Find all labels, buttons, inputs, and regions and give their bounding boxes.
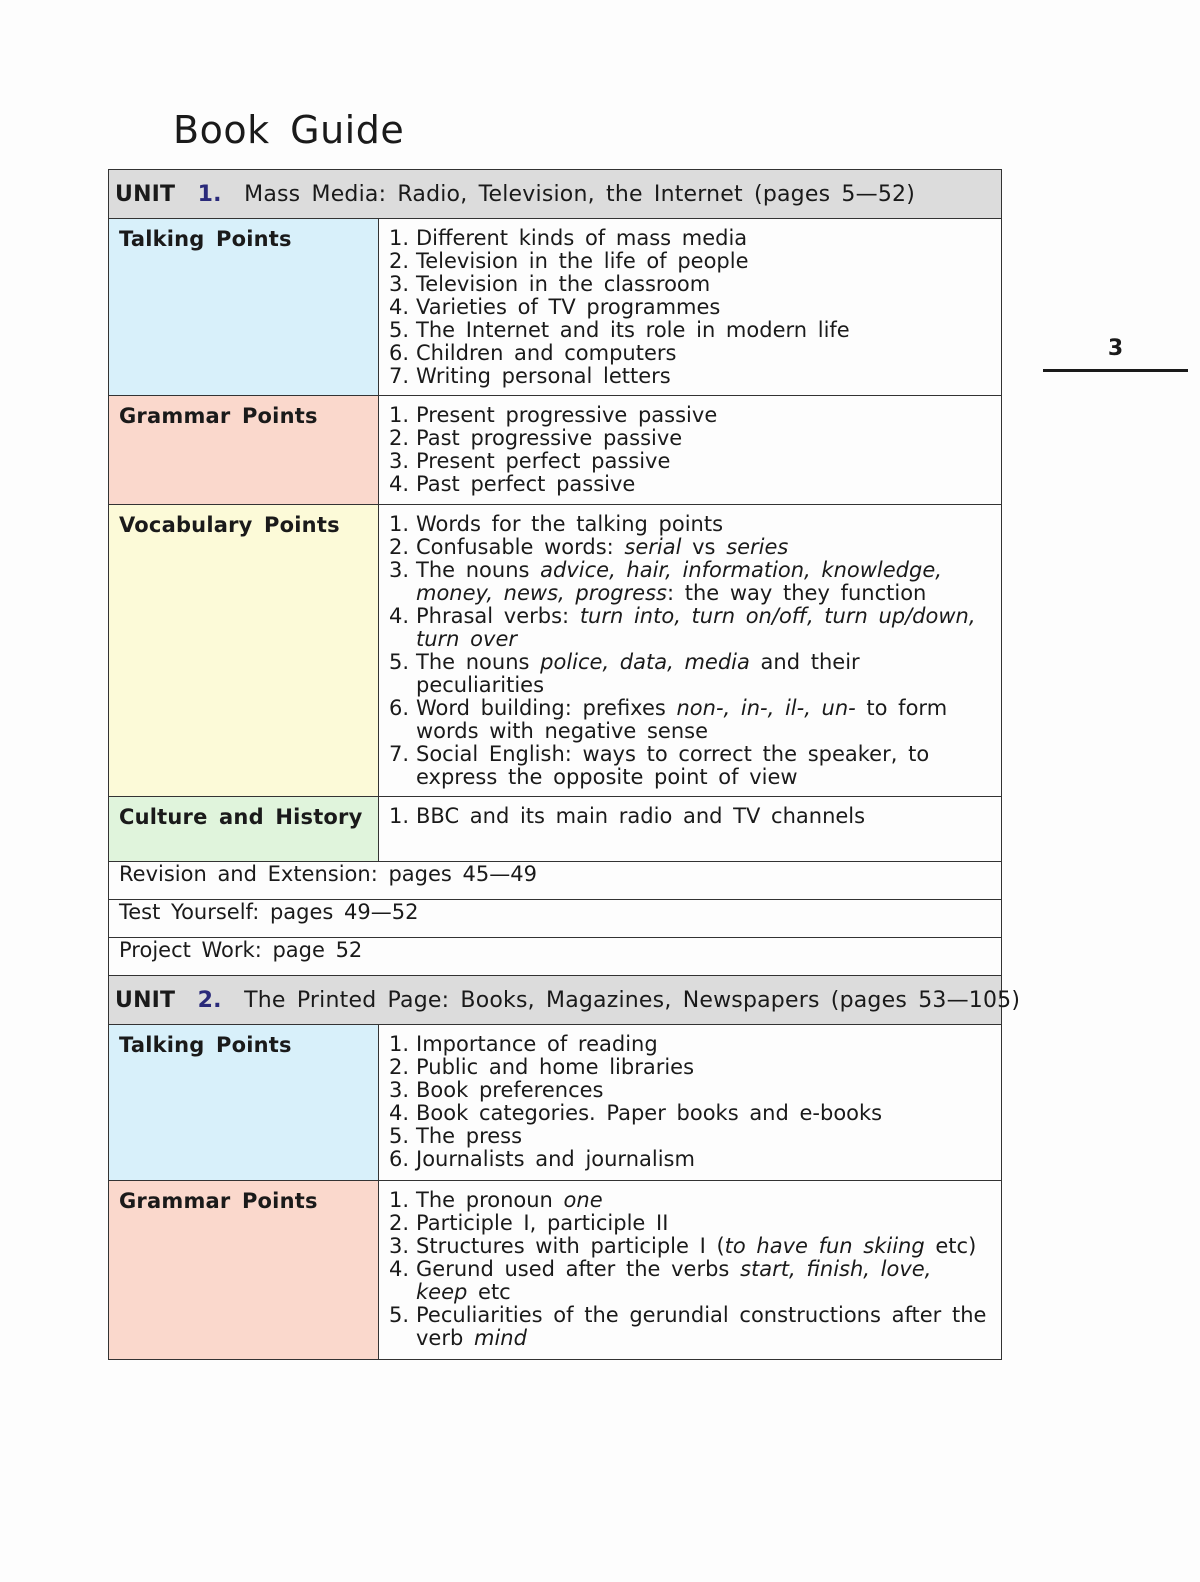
book-guide-table — [108, 169, 1021, 1360]
section-items — [379, 1181, 1002, 1360]
item-number: 2. — [389, 1055, 410, 1079]
item-list — [389, 227, 993, 388]
page-number: 3 — [1107, 336, 1124, 361]
item-number: 1. — [389, 226, 410, 250]
item-text: Structures with participle I ( — [416, 1234, 725, 1258]
item-text: The Internet and its role in modern life — [416, 318, 850, 342]
list-item — [389, 1056, 993, 1079]
item-text: Book categories. Paper books and e-books — [416, 1101, 883, 1125]
unit-title: The Printed Page: Books, Magazines, Newspapers (pages 53—105) — [244, 987, 1021, 1013]
item-text: The pronoun — [416, 1188, 564, 1212]
info-row — [109, 900, 1002, 938]
section-label: Grammar Points — [109, 396, 379, 505]
list-item — [389, 1148, 993, 1171]
item-number: 7. — [389, 364, 410, 388]
list-item — [389, 559, 993, 605]
unit-heading — [109, 976, 1021, 1025]
item-text: etc — [467, 1280, 511, 1304]
unit-header-row — [109, 976, 1002, 1025]
italic-term: serial — [624, 535, 682, 559]
item-number: 1. — [389, 1032, 410, 1056]
list-item — [389, 513, 993, 536]
item-number: 6. — [389, 696, 410, 720]
italic-term: to have fun skiing — [724, 1234, 925, 1258]
item-number: 3. — [389, 1234, 410, 1258]
italic-term: advice, hair, information, knowledge, money, news, progress — [416, 558, 942, 605]
unit-heading — [109, 170, 1002, 219]
section-row — [109, 1181, 1002, 1360]
item-text: Journalists and journalism — [416, 1147, 695, 1171]
unit-word: UNIT — [115, 987, 176, 1013]
item-text: Present progressive passive — [416, 403, 718, 427]
list-item — [389, 227, 993, 250]
item-text: Past perfect passive — [416, 472, 636, 496]
item-number: 4. — [389, 1257, 410, 1281]
list-item — [389, 1102, 993, 1125]
italic-term: non-, in-, il-, un- — [676, 696, 856, 720]
item-number: 2. — [389, 249, 410, 273]
item-number: 5. — [389, 650, 410, 674]
item-text: The nouns — [416, 558, 541, 582]
list-item — [389, 319, 993, 342]
item-number: 4. — [389, 604, 410, 628]
list-item — [389, 473, 993, 496]
item-number: 4. — [389, 472, 410, 496]
item-number: 3. — [389, 1078, 410, 1102]
item-text: : the way they function — [666, 581, 927, 605]
item-text: Importance of reading — [416, 1032, 658, 1056]
unit-title: Mass Media: Radio, Television, the Internet (pages 5—52) — [244, 181, 915, 207]
item-text: Television in the classroom — [416, 272, 711, 296]
item-text: Writing personal letters — [416, 364, 671, 388]
section-row — [109, 1025, 1002, 1181]
item-list — [389, 1189, 993, 1350]
item-number: 6. — [389, 341, 410, 365]
item-text: Present perfect passive — [416, 449, 671, 473]
item-text: Words for the talking points — [416, 512, 724, 536]
list-item — [389, 1125, 993, 1148]
list-item — [389, 342, 993, 365]
item-text: and their peculiarities — [416, 650, 860, 697]
list-item — [389, 273, 993, 296]
italic-term: police, data, media — [540, 650, 750, 674]
item-list — [389, 404, 993, 496]
item-text: The press — [416, 1124, 523, 1148]
section-items — [379, 797, 1002, 862]
list-item — [389, 296, 993, 319]
item-text: Confusable words: — [416, 535, 625, 559]
list-item — [389, 536, 993, 559]
info-text: Test Yourself: pages 49—52 — [109, 900, 1002, 938]
italic-term: one — [563, 1188, 603, 1212]
list-item — [389, 450, 993, 473]
item-number: 2. — [389, 426, 410, 450]
item-text: vs — [681, 535, 727, 559]
item-number: 1. — [389, 804, 410, 828]
item-number: 4. — [389, 295, 410, 319]
item-number: 5. — [389, 318, 410, 342]
item-text: Phrasal verbs: — [416, 604, 580, 628]
info-row — [109, 862, 1002, 900]
item-number: 3. — [389, 558, 410, 582]
section-label: Talking Points — [109, 219, 379, 396]
list-item — [389, 1235, 993, 1258]
page-number-rule — [1043, 369, 1188, 372]
item-text: Participle I, participle II — [416, 1211, 669, 1235]
item-number: 4. — [389, 1101, 410, 1125]
section-items — [379, 1025, 1002, 1181]
info-row — [109, 938, 1002, 976]
item-text: Gerund used after the verbs — [416, 1257, 741, 1281]
unit-word: UNIT — [115, 181, 176, 207]
info-text: Project Work: page 52 — [109, 938, 1002, 976]
section-row — [109, 396, 1002, 505]
item-text: Word building: prefixes — [416, 696, 677, 720]
list-item — [389, 805, 993, 828]
italic-term: series — [726, 535, 789, 559]
item-list — [389, 805, 993, 828]
list-item — [389, 250, 993, 273]
section-row — [109, 505, 1002, 797]
item-number: 2. — [389, 1211, 410, 1235]
item-number: 5. — [389, 1124, 410, 1148]
unit-header-row — [109, 170, 1002, 219]
item-text: etc) — [924, 1234, 977, 1258]
list-item — [389, 1033, 993, 1056]
item-text: Social English: ways to correct the speaker, to express the opposite point of view — [416, 742, 930, 789]
list-item — [389, 651, 993, 697]
item-number: 2. — [389, 535, 410, 559]
item-list — [389, 513, 993, 789]
list-item — [389, 1189, 993, 1212]
list-item — [389, 365, 993, 388]
item-text: Varieties of TV programmes — [416, 295, 721, 319]
list-item — [389, 427, 993, 450]
item-number: 7. — [389, 742, 410, 766]
item-text: Book preferences — [416, 1078, 604, 1102]
item-number: 6. — [389, 1147, 410, 1171]
unit-number: 1. — [197, 181, 222, 207]
item-text: BBC and its main radio and TV channels — [416, 804, 866, 828]
item-text: The nouns — [416, 650, 541, 674]
italic-term: mind — [474, 1326, 527, 1350]
item-text: Children and computers — [416, 341, 677, 365]
unit-number: 2. — [197, 987, 222, 1013]
list-item — [389, 1212, 993, 1235]
item-number: 3. — [389, 272, 410, 296]
item-number: 5. — [389, 1303, 410, 1327]
list-item — [389, 605, 993, 651]
item-text: Different kinds of mass media — [416, 226, 748, 250]
item-list — [389, 1033, 993, 1171]
page-title: Book Guide — [173, 108, 405, 152]
list-item — [389, 1304, 993, 1350]
item-text: Television in the life of people — [416, 249, 749, 273]
item-text: Past progressive passive — [416, 426, 683, 450]
list-item — [389, 1079, 993, 1102]
section-label: Vocabulary Points — [109, 505, 379, 797]
item-text: Public and home libraries — [416, 1055, 695, 1079]
info-text: Revision and Extension: pages 45—49 — [109, 862, 1002, 900]
list-item — [389, 743, 993, 789]
section-row — [109, 797, 1002, 862]
italic-term: turn into, turn on/off, turn up/down, turn over — [416, 604, 976, 651]
item-text: to form words with negative sense — [416, 696, 948, 743]
item-number: 1. — [389, 512, 410, 536]
item-number: 3. — [389, 449, 410, 473]
italic-term: start, finish, love, keep — [416, 1257, 932, 1304]
section-items — [379, 396, 1002, 505]
section-items — [379, 219, 1002, 396]
item-number: 1. — [389, 1188, 410, 1212]
list-item — [389, 1258, 993, 1304]
list-item — [389, 697, 993, 743]
item-text: Peculiarities of the gerundial constructions after the verb — [416, 1303, 987, 1350]
section-label: Talking Points — [109, 1025, 379, 1181]
section-label: Grammar Points — [109, 1181, 379, 1360]
section-items — [379, 505, 1002, 797]
section-label: Culture and History — [109, 797, 379, 862]
section-row — [109, 219, 1002, 396]
list-item — [389, 404, 993, 427]
item-number: 1. — [389, 403, 410, 427]
